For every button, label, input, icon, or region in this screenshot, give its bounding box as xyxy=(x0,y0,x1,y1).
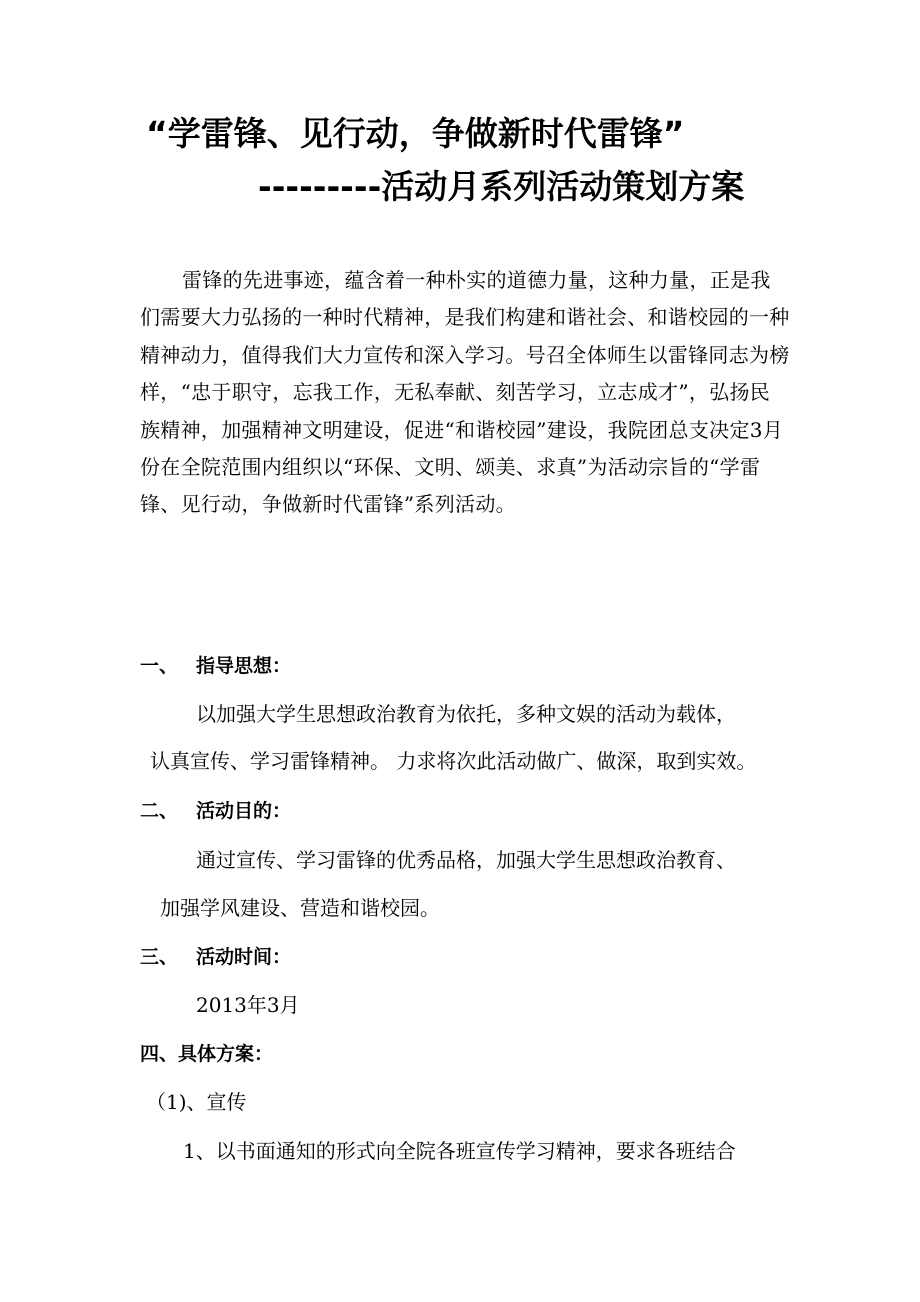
plan-subheading: （1)、宣传 xyxy=(146,1090,247,1114)
section-heading-2 xyxy=(140,796,291,826)
intro-text: 雷锋的先进事迹，蕴含着一种朴实的道德力量，这种力量，正是我们需要大力弘扬的一种时代精神，是我们构建和谐社会、和谐校园的一种精神动力，值得我们大力宣传和深入学习。号召全体师生以雷锋同志为榜样，“忠于职守，忘我工作，无私奉献、刻苦学习，立志成才”，弘扬民族精神，加强精神文明建设，促进“和谐校园”建设，我院团总支决定3月份在全院范围内组织以“环保、文明、颂美、求真”为活动宗旨的“学雷锋、见行动，争做新时代雷锋”系列活动。 xyxy=(140,268,790,517)
section-number: 一、 xyxy=(140,655,179,677)
section-title: 活动目的： xyxy=(196,800,292,822)
plan-item-1: 1、以书面通知的形式向全院各班宣传学习精神，要求各班结合 xyxy=(183,1139,736,1163)
section-title: 指导思想： xyxy=(196,655,292,677)
section-3-line-1: 2013年3月 xyxy=(196,993,300,1017)
section-heading-3 xyxy=(140,942,291,972)
intro-paragraph xyxy=(140,262,790,524)
section-number: 三、 xyxy=(140,946,179,968)
document-title: “学雷锋、见行动，争做新时代雷锋” xyxy=(146,114,685,153)
section-title: 活动时间： xyxy=(196,946,292,968)
section-1-line-2: 认真宣传、学习雷锋精神。 力求将次此活动做广、做深，取到实效。 xyxy=(150,749,757,773)
plan-heading: 四、具体方案： xyxy=(140,1043,274,1065)
section-1-line-1: 以加强大学生思想政治教育为依托，多种文娱的活动为载体， xyxy=(196,702,736,726)
section-2-line-1: 通过宣传、学习雷锋的优秀品格，加强大学生思想政治教育、 xyxy=(196,848,736,872)
document-subtitle: ---------活动月系列活动策划方案 xyxy=(258,167,745,206)
section-2-line-2: 加强学风建设、营造和谐校园。 xyxy=(160,896,440,920)
section-heading-1 xyxy=(140,651,291,681)
section-number: 二、 xyxy=(140,800,179,822)
